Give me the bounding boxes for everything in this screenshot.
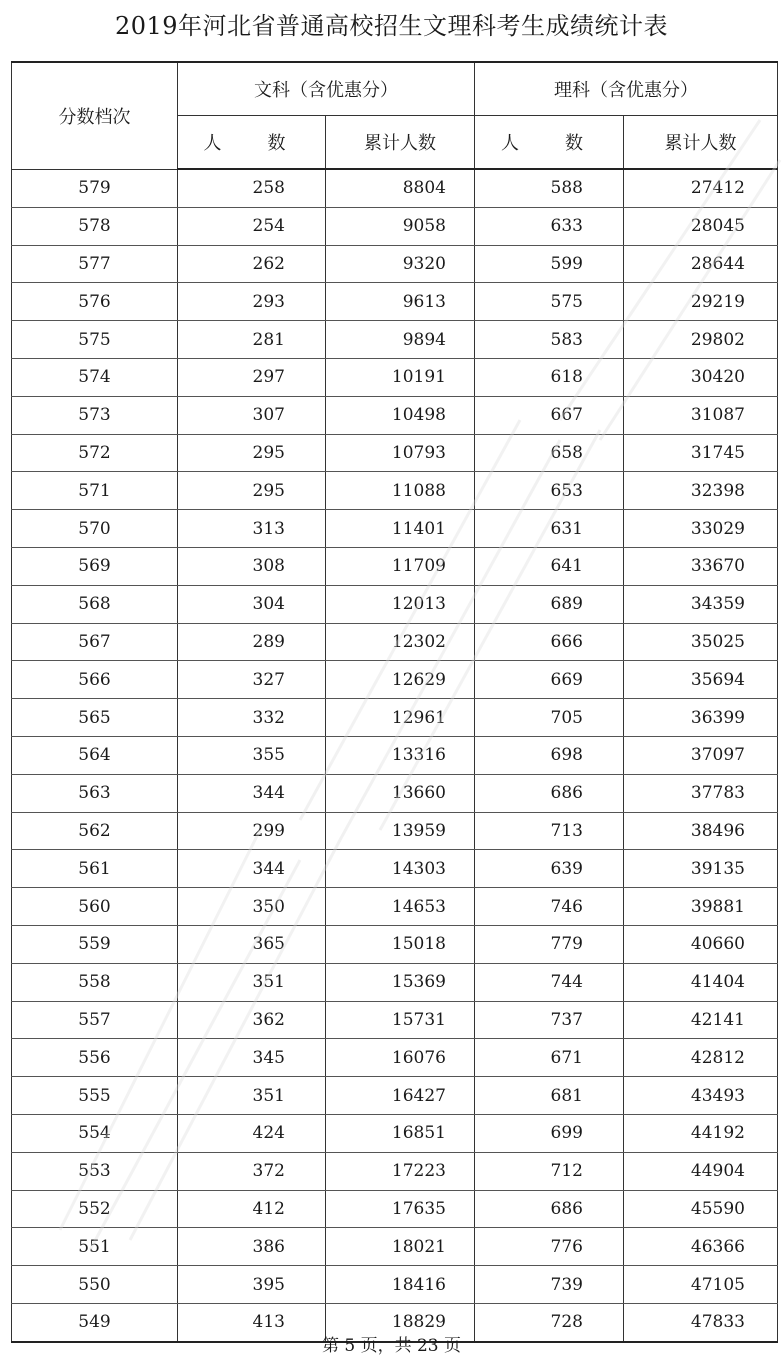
cell-science-cumulative: 41404 xyxy=(624,963,778,1001)
cell-science-cumulative: 44904 xyxy=(624,1152,778,1190)
cell-science-count: 583 xyxy=(475,321,624,359)
cell-science-count: 713 xyxy=(475,812,624,850)
cell-science-cumulative: 38496 xyxy=(624,812,778,850)
cell-liberal-arts-cumulative: 16851 xyxy=(326,1114,475,1152)
cell-liberal-arts-cumulative: 15369 xyxy=(326,963,475,1001)
header-science-count: 人 数 xyxy=(475,116,624,170)
cell-score: 572 xyxy=(12,434,178,472)
cell-score: 564 xyxy=(12,736,178,774)
score-statistics-table xyxy=(11,61,778,1343)
cell-liberal-arts-cumulative: 12961 xyxy=(326,699,475,737)
cell-science-cumulative: 33029 xyxy=(624,510,778,548)
table-row xyxy=(12,812,778,850)
cell-score: 558 xyxy=(12,963,178,1001)
header-liberal-arts-count: 人 数 xyxy=(178,116,326,170)
cell-science-count: 653 xyxy=(475,472,624,510)
cell-score: 551 xyxy=(12,1228,178,1266)
table-row xyxy=(12,736,778,774)
cell-science-count: 666 xyxy=(475,623,624,661)
cell-score: 571 xyxy=(12,472,178,510)
cell-liberal-arts-count: 304 xyxy=(178,585,326,623)
cell-liberal-arts-count: 351 xyxy=(178,963,326,1001)
cell-liberal-arts-count: 289 xyxy=(178,623,326,661)
cell-liberal-arts-cumulative: 15731 xyxy=(326,1001,475,1039)
cell-liberal-arts-cumulative: 13316 xyxy=(326,736,475,774)
table-row xyxy=(12,1152,778,1190)
cell-science-count: 599 xyxy=(475,245,624,283)
cell-science-count: 737 xyxy=(475,1001,624,1039)
cell-liberal-arts-count: 395 xyxy=(178,1266,326,1304)
cell-score: 556 xyxy=(12,1039,178,1077)
cell-science-count: 699 xyxy=(475,1114,624,1152)
cell-liberal-arts-count: 332 xyxy=(178,699,326,737)
cell-liberal-arts-cumulative: 10498 xyxy=(326,396,475,434)
table-row xyxy=(12,1114,778,1152)
cell-science-count: 671 xyxy=(475,1039,624,1077)
cell-liberal-arts-count: 262 xyxy=(178,245,326,283)
table-row xyxy=(12,245,778,283)
table-row xyxy=(12,207,778,245)
cell-liberal-arts-cumulative: 12302 xyxy=(326,623,475,661)
cell-science-count: 744 xyxy=(475,963,624,1001)
cell-liberal-arts-count: 295 xyxy=(178,472,326,510)
cell-liberal-arts-cumulative: 9613 xyxy=(326,283,475,321)
cell-score: 566 xyxy=(12,661,178,699)
cell-liberal-arts-cumulative: 15018 xyxy=(326,925,475,963)
cell-score: 578 xyxy=(12,207,178,245)
table-body xyxy=(12,169,778,1342)
table-row xyxy=(12,510,778,548)
table-row xyxy=(12,321,778,359)
cell-liberal-arts-cumulative: 9894 xyxy=(326,321,475,359)
cell-liberal-arts-count: 351 xyxy=(178,1077,326,1115)
cell-science-cumulative: 37097 xyxy=(624,736,778,774)
cell-science-cumulative: 28045 xyxy=(624,207,778,245)
cell-liberal-arts-cumulative: 13959 xyxy=(326,812,475,850)
cell-liberal-arts-count: 281 xyxy=(178,321,326,359)
cell-score: 563 xyxy=(12,774,178,812)
cell-liberal-arts-count: 362 xyxy=(178,1001,326,1039)
header-liberal-arts: 文科（含优惠分） xyxy=(178,62,475,116)
cell-science-count: 588 xyxy=(475,169,624,207)
cell-score: 561 xyxy=(12,850,178,888)
cell-liberal-arts-cumulative: 16076 xyxy=(326,1039,475,1077)
table-row xyxy=(12,1190,778,1228)
cell-science-cumulative: 34359 xyxy=(624,585,778,623)
cell-score: 559 xyxy=(12,925,178,963)
cell-liberal-arts-count: 412 xyxy=(178,1190,326,1228)
cell-liberal-arts-cumulative: 9058 xyxy=(326,207,475,245)
cell-science-cumulative: 45590 xyxy=(624,1190,778,1228)
cell-science-cumulative: 29802 xyxy=(624,321,778,359)
cell-science-count: 689 xyxy=(475,585,624,623)
cell-science-cumulative: 47833 xyxy=(624,1303,778,1341)
cell-liberal-arts-count: 344 xyxy=(178,850,326,888)
table-row xyxy=(12,850,778,888)
header-liberal-arts-cumulative: 累计人数 xyxy=(326,116,475,170)
cell-science-cumulative: 27412 xyxy=(624,169,778,207)
cell-liberal-arts-cumulative: 13660 xyxy=(326,774,475,812)
cell-science-count: 686 xyxy=(475,774,624,812)
cell-liberal-arts-count: 424 xyxy=(178,1114,326,1152)
cell-score: 576 xyxy=(12,283,178,321)
cell-liberal-arts-count: 345 xyxy=(178,1039,326,1077)
cell-science-count: 641 xyxy=(475,547,624,585)
cell-liberal-arts-cumulative: 14303 xyxy=(326,850,475,888)
cell-liberal-arts-count: 308 xyxy=(178,547,326,585)
cell-science-count: 639 xyxy=(475,850,624,888)
header-science: 理科（含优惠分） xyxy=(475,62,778,116)
cell-liberal-arts-cumulative: 12629 xyxy=(326,661,475,699)
table-row xyxy=(12,661,778,699)
cell-science-count: 705 xyxy=(475,699,624,737)
table-row xyxy=(12,1077,778,1115)
cell-science-cumulative: 44192 xyxy=(624,1114,778,1152)
header-score-band: 分数档次 xyxy=(12,62,178,169)
cell-science-cumulative: 33670 xyxy=(624,547,778,585)
cell-science-cumulative: 43493 xyxy=(624,1077,778,1115)
cell-liberal-arts-count: 350 xyxy=(178,888,326,926)
cell-liberal-arts-cumulative: 18021 xyxy=(326,1228,475,1266)
cell-liberal-arts-cumulative: 11709 xyxy=(326,547,475,585)
cell-score: 575 xyxy=(12,321,178,359)
cell-liberal-arts-cumulative: 18416 xyxy=(326,1266,475,1304)
cell-science-cumulative: 36399 xyxy=(624,699,778,737)
cell-score: 555 xyxy=(12,1077,178,1115)
cell-liberal-arts-count: 386 xyxy=(178,1228,326,1266)
cell-science-cumulative: 39135 xyxy=(624,850,778,888)
cell-score: 562 xyxy=(12,812,178,850)
cell-science-count: 728 xyxy=(475,1303,624,1341)
header-science-cumulative: 累计人数 xyxy=(624,116,778,170)
table-row xyxy=(12,963,778,1001)
cell-liberal-arts-cumulative: 8804 xyxy=(326,169,475,207)
cell-liberal-arts-count: 327 xyxy=(178,661,326,699)
cell-liberal-arts-count: 254 xyxy=(178,207,326,245)
table-row xyxy=(12,169,778,207)
cell-liberal-arts-cumulative: 18829 xyxy=(326,1303,475,1341)
cell-science-cumulative: 42141 xyxy=(624,1001,778,1039)
cell-liberal-arts-cumulative: 17635 xyxy=(326,1190,475,1228)
cell-liberal-arts-cumulative: 16427 xyxy=(326,1077,475,1115)
cell-liberal-arts-cumulative: 12013 xyxy=(326,585,475,623)
table-row xyxy=(12,396,778,434)
table-row xyxy=(12,358,778,396)
cell-science-count: 746 xyxy=(475,888,624,926)
cell-liberal-arts-count: 365 xyxy=(178,925,326,963)
cell-score: 570 xyxy=(12,510,178,548)
cell-science-count: 712 xyxy=(475,1152,624,1190)
cell-liberal-arts-count: 299 xyxy=(178,812,326,850)
cell-science-cumulative: 46366 xyxy=(624,1228,778,1266)
cell-score: 567 xyxy=(12,623,178,661)
cell-score: 577 xyxy=(12,245,178,283)
table-row xyxy=(12,623,778,661)
cell-science-cumulative: 39881 xyxy=(624,888,778,926)
table-row xyxy=(12,1266,778,1304)
cell-score: 560 xyxy=(12,888,178,926)
cell-science-count: 776 xyxy=(475,1228,624,1266)
cell-score: 568 xyxy=(12,585,178,623)
cell-liberal-arts-cumulative: 17223 xyxy=(326,1152,475,1190)
cell-science-count: 779 xyxy=(475,925,624,963)
cell-liberal-arts-count: 413 xyxy=(178,1303,326,1341)
cell-science-cumulative: 47105 xyxy=(624,1266,778,1304)
cell-score: 549 xyxy=(12,1303,178,1341)
table-row xyxy=(12,585,778,623)
cell-science-count: 631 xyxy=(475,510,624,548)
cell-science-cumulative: 42812 xyxy=(624,1039,778,1077)
table-row xyxy=(12,888,778,926)
table-row xyxy=(12,1039,778,1077)
cell-liberal-arts-count: 355 xyxy=(178,736,326,774)
cell-science-count: 669 xyxy=(475,661,624,699)
cell-science-cumulative: 35025 xyxy=(624,623,778,661)
cell-liberal-arts-cumulative: 11088 xyxy=(326,472,475,510)
cell-science-cumulative: 35694 xyxy=(624,661,778,699)
cell-score: 565 xyxy=(12,699,178,737)
cell-science-cumulative: 30420 xyxy=(624,358,778,396)
cell-science-cumulative: 28644 xyxy=(624,245,778,283)
cell-score: 553 xyxy=(12,1152,178,1190)
table-row xyxy=(12,434,778,472)
cell-science-cumulative: 40660 xyxy=(624,925,778,963)
cell-science-count: 618 xyxy=(475,358,624,396)
cell-science-count: 698 xyxy=(475,736,624,774)
cell-liberal-arts-count: 307 xyxy=(178,396,326,434)
table-row xyxy=(12,1228,778,1266)
table-row xyxy=(12,699,778,737)
cell-science-cumulative: 37783 xyxy=(624,774,778,812)
cell-liberal-arts-count: 295 xyxy=(178,434,326,472)
cell-score: 550 xyxy=(12,1266,178,1304)
cell-liberal-arts-cumulative: 9320 xyxy=(326,245,475,283)
cell-score: 579 xyxy=(12,169,178,207)
cell-science-count: 681 xyxy=(475,1077,624,1115)
cell-science-count: 575 xyxy=(475,283,624,321)
cell-liberal-arts-cumulative: 10191 xyxy=(326,358,475,396)
table-row xyxy=(12,774,778,812)
cell-science-cumulative: 29219 xyxy=(624,283,778,321)
cell-science-count: 686 xyxy=(475,1190,624,1228)
table-row xyxy=(12,283,778,321)
cell-science-cumulative: 31745 xyxy=(624,434,778,472)
cell-science-cumulative: 32398 xyxy=(624,472,778,510)
cell-score: 573 xyxy=(12,396,178,434)
cell-science-count: 667 xyxy=(475,396,624,434)
page-footer: 第 5 页，共 23 页 xyxy=(321,1336,462,1356)
table-row xyxy=(12,472,778,510)
table-row xyxy=(12,1001,778,1039)
cell-science-count: 658 xyxy=(475,434,624,472)
cell-liberal-arts-cumulative: 10793 xyxy=(326,434,475,472)
page-title: 2019年河北省普通高校招生文理科考生成绩统计表 xyxy=(114,12,669,40)
cell-science-cumulative: 31087 xyxy=(624,396,778,434)
cell-liberal-arts-count: 297 xyxy=(178,358,326,396)
cell-liberal-arts-count: 293 xyxy=(178,283,326,321)
table-row xyxy=(12,547,778,585)
cell-liberal-arts-count: 372 xyxy=(178,1152,326,1190)
cell-science-count: 739 xyxy=(475,1266,624,1304)
cell-score: 574 xyxy=(12,358,178,396)
cell-science-count: 633 xyxy=(475,207,624,245)
cell-score: 554 xyxy=(12,1114,178,1152)
cell-liberal-arts-count: 258 xyxy=(178,169,326,207)
cell-score: 569 xyxy=(12,547,178,585)
cell-liberal-arts-count: 344 xyxy=(178,774,326,812)
table-row xyxy=(12,925,778,963)
cell-liberal-arts-cumulative: 11401 xyxy=(326,510,475,548)
cell-liberal-arts-cumulative: 14653 xyxy=(326,888,475,926)
cell-score: 557 xyxy=(12,1001,178,1039)
cell-liberal-arts-count: 313 xyxy=(178,510,326,548)
cell-score: 552 xyxy=(12,1190,178,1228)
